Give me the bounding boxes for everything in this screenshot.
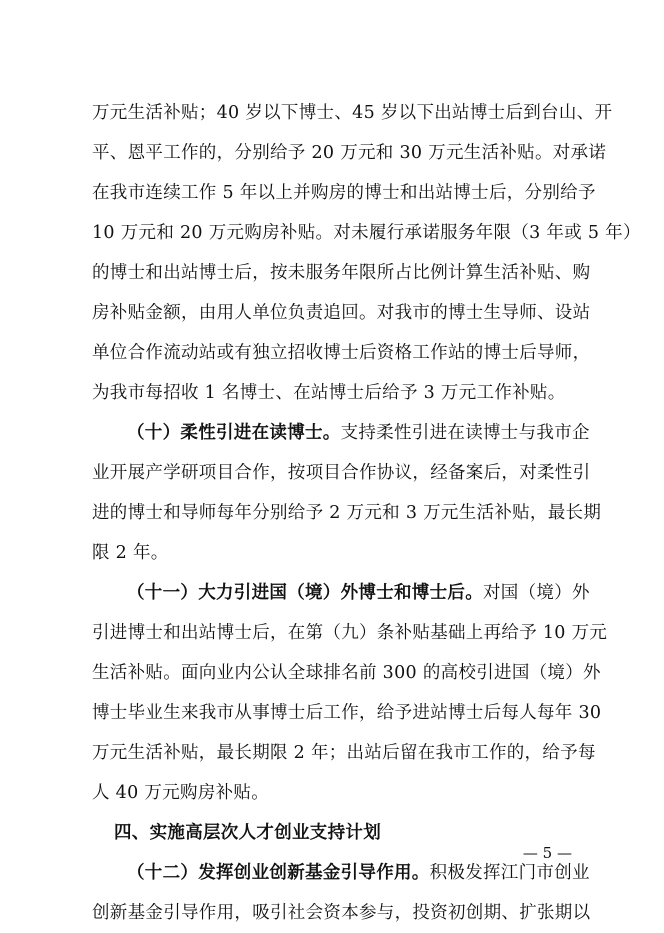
item-11-lead: （十一）大力引进国（境）外博士和博士后。 bbox=[127, 583, 483, 603]
text-line: 单位合作流动站或有独立招收博士后资格工作站的博士后导师， bbox=[92, 343, 591, 363]
text-line: 万元生活补贴，最长期限 2 年；出站后留在我市工作的，给予每 bbox=[92, 743, 596, 763]
text-line: 进的博士和导师每年分别给予 2 万元和 3 万元生活补贴，最长期 bbox=[92, 503, 602, 523]
text-line: 创新基金引导作用，吸引社会资本参与，投资初创期、扩张期以 bbox=[92, 903, 591, 923]
paragraph-item-12-first-line bbox=[92, 853, 590, 893]
text-line: 生活补贴。面向业内公认全球排名前 300 的高校引进国（境）外 bbox=[92, 663, 601, 683]
text-line: 在我市连续工作 5 年以上并购房的博士和出站博士后，分别给予 bbox=[92, 183, 596, 203]
paragraph-item-10-first-line bbox=[92, 413, 590, 453]
section-heading: 四、实施高层次人才创业支持计划 bbox=[114, 823, 381, 843]
text-line: 的博士和出站博士后，按未服务年限所占比例计算生活补贴、购 bbox=[92, 263, 591, 283]
item-12-lead: （十二）发挥创业创新基金引导作用。 bbox=[127, 863, 430, 883]
item-10-text: 支持柔性引进在读博士与我市企 bbox=[340, 423, 590, 443]
text-line: 人 40 万元购房补贴。 bbox=[92, 783, 269, 803]
body-text bbox=[92, 93, 641, 933]
text-line: 引进博士和出站博士后，在第（九）条补贴基础上再给予 10 万元 bbox=[92, 623, 608, 643]
page-number: — 5 — bbox=[522, 844, 572, 862]
text-line: 10 万元和 20 万元购房补贴。对未履行承诺服务年限（3 年或 5 年） bbox=[92, 223, 641, 243]
item-12-text: 积极发挥江门市创业 bbox=[429, 863, 590, 883]
text-line: 万元生活补贴；40 岁以下博士、45 岁以下出站博士后到台山、开 bbox=[92, 103, 613, 123]
item-11-text: 对国（境）外 bbox=[483, 583, 590, 603]
text-line: 房补贴金额，由用人单位负责追回。对我市的博士生导师、设站 bbox=[92, 303, 591, 323]
text-line: 限 2 年。 bbox=[92, 543, 169, 563]
text-line: 为我市每招收 1 名博士、在站博士后给予 3 万元工作补贴。 bbox=[92, 383, 566, 403]
item-10-lead: （十）柔性引进在读博士。 bbox=[127, 423, 341, 443]
text-line: 业开展产学研项目合作，按项目合作协议，经备案后，对柔性引 bbox=[92, 463, 591, 483]
text-line: 平、恩平工作的，分别给予 20 万元和 30 万元生活补贴。对承诺 bbox=[92, 143, 607, 163]
paragraph-item-11-first-line bbox=[92, 573, 590, 613]
text-line: 博士毕业生来我市从事博士后工作，给予进站博士后每人每年 30 bbox=[92, 703, 602, 723]
